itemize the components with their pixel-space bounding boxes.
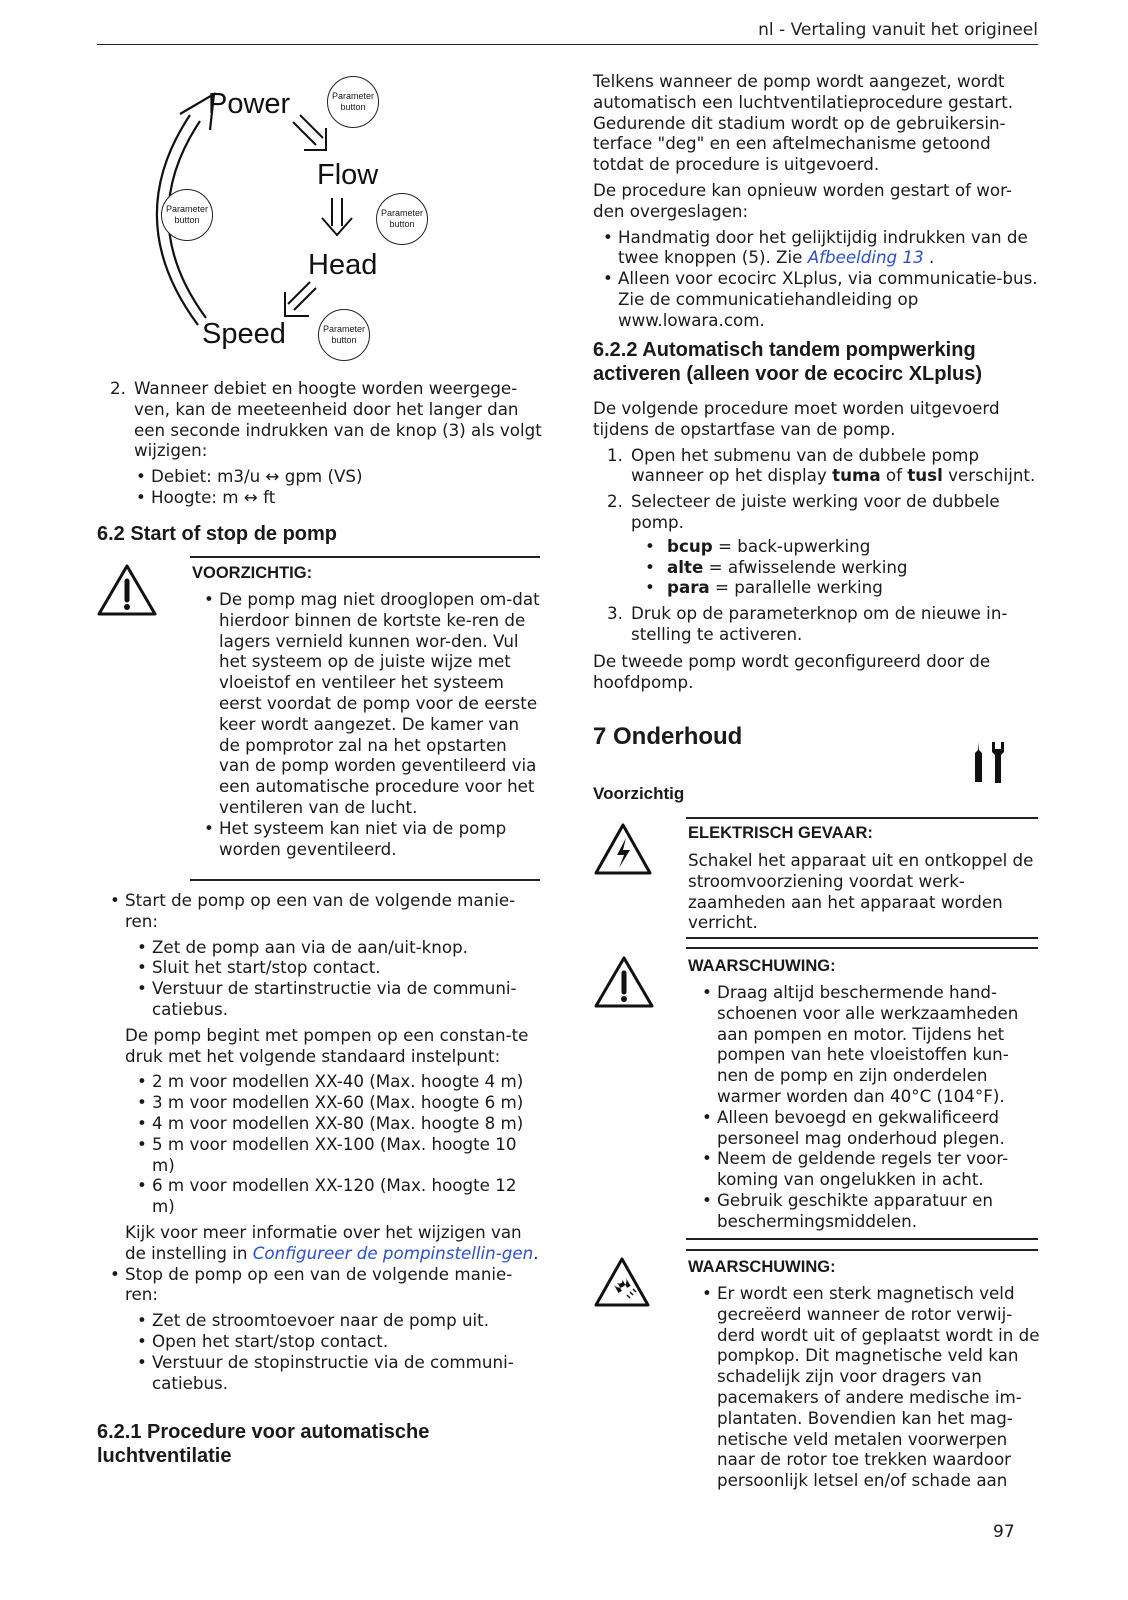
caution-title: VOORZICHTIG: [192,564,313,582]
list-item: • alte = afwisselende werking [643,557,1038,578]
list-item: • Er wordt een sterk magnetisch veld gecreëerd wanneer de rotor verwij-derd wordt uit of geplaatst wordt in de pompkop. Dit magnetische veld kan schadelijk zijn voor dragers van pacemakers of andere medische im-plantaten. Bovendien kan het mag-netische veld metalen voorwerpen naar de rotor toe trekken waardoor persoonlijk letsel en/of schade aan [700,1283,1040,1491]
list-item: • Open het start/stop contact. [135,1331,542,1352]
restart-options [601,227,1038,331]
list-item: • Alleen voor ecocirc XLplus, via communicatie-bus. Zie de communicatiehandleiding op www.lowara.com. [601,268,1038,330]
page-number: 97 [993,1522,1015,1542]
page-header [97,14,1038,45]
list-item: • 5 m voor modellen XX-100 (Max. hoogte 10 m) [135,1134,542,1176]
section-6-2-title: 6.2 Start of stop de pomp [97,523,338,545]
list-item: • Verstuur de startinstructie via de communi-catiebus. [135,978,542,1020]
step-1: 1. Open het submenu van de dubbele pomp wanneer op het display tuma of tusl verschijnt. [607,444,1036,486]
start-intro: Start de pomp op een van de volgende manie-ren: [125,890,516,931]
list-item: • Debiet: m3/u ↔ gpm (VS) [134,466,542,487]
list-item: • 2 m voor modellen XX-40 (Max. hoogte 4 m) [135,1071,542,1092]
warning1-title: WAARSCHUWING: [688,957,836,975]
list-item: • Zet de pomp aan via de aan/uit-knop. [135,937,542,958]
electrical-rule-bottom [686,937,1038,939]
speed-label: Speed [202,318,286,350]
electrical-rule-top [686,817,1038,819]
caution-rule-bottom [190,879,540,881]
section-6-2-2-title: 6.2.2 Automatisch tandem pompwerking activeren (alleen voor de ecocirc XLplus) [593,339,983,385]
list-item: • 3 m voor modellen XX-60 (Max. hoogte 6 m) [135,1092,542,1113]
head-label: Head [308,249,378,281]
info-para: Kijk voor meer informatie over het wijzigen van de instelling in Configureer de pompinstellin-gen. [125,1221,539,1263]
list-item: • 4 m voor modellen XX-80 (Max. hoogte 8 m) [135,1113,542,1134]
start-stop-section [108,890,542,1393]
step-2-text: Wanneer debiet en hoogte worden weergege-ven, kan de meeteenheid door het langer dan een seconde indrukken van de knop (3) als volgt wijzigen: [134,378,542,461]
configure-pump-settings-link[interactable]: Configureer de pompinstellin-gen [252,1242,534,1263]
warning1-rule-bottom [686,1238,1038,1240]
list-item: • Verstuur de stopinstructie via de communi-catiebus. [135,1352,542,1394]
parameter-button-speed: Parameter button [318,309,370,361]
list-item: • Draag altijd beschermende hand-schoenen voor alle werkzaamheden aan pompen en motor. Tijdens het pompen van hete vloeistoffen kun-nen de pomp en zijn onderdelen warmer worden dan 40°C (104°F). [700,982,1040,1107]
list-item: • Gebruik geschikte apparatuur en beschermingsmiddelen. [700,1190,1040,1232]
list-item: • Sluit het start/stop contact. [135,957,542,978]
warning2-rule-top [686,1249,1038,1251]
figure-13-link[interactable]: Afbeelding 13 [807,247,924,268]
step-2: 2. Selecteer de juiste werking voor de dubbele pomp. • bcup = back-upwerking • alte = afwisselende werking • para = parallelle werking [607,491,1038,598]
caution-rule-top [190,556,540,558]
step-2: 2. Wanneer debiet en hoogte worden weergege-ven, kan de meeteenheid door het langer dan een seconde indrukken van de knop (3) als volgt wijzigen: • Debiet: m3/u ↔ gpm (VS) • Hoogte: m ↔ ft [110,378,542,508]
section-7-title: 7 Onderhoud [593,723,743,750]
step-3: 3. Druk op de parameterknop om de nieuwe in-stelling te activeren. [607,603,1008,644]
paragraph: Telkens wanneer de pomp wordt aangezet, wordt automatisch een luchtventilatieprocedure gestart. Gedurende dit stadium wordt op de gebruikersin-terface "deg" en een aftelmechanisme getoond totdat de procedure is uitgevoerd. [593,71,1014,175]
power-label: Power [208,88,291,120]
paragraph: De procedure kan opnieuw worden gestart of wor-den overgeslagen: [593,179,1012,221]
tools-icon [972,740,1006,786]
flow-label: Flow [317,159,379,191]
parameter-diagram [130,70,460,370]
warning1-box [700,982,1040,1232]
section-6-2-1-title: 6.2.1 Procedure voor automatische luchtventilatie [97,1421,430,1467]
paragraph: De volgende procedure moet worden uitgevoerd tijdens de opstartfase van de pomp. [593,398,1000,439]
list-item: • Neem de geldende regels ter voor-koming van ongelukken in acht. [700,1148,1040,1190]
list-item: • 6 m voor modellen XX-120 (Max. hoogte 12 m) [135,1175,542,1217]
warning-triangle-icon [593,955,655,1009]
parameter-button-flow: Parameter button [376,193,428,245]
warning2-box [700,1283,1040,1491]
right-intro [593,71,1038,331]
parameter-button-left: Parameter button [161,189,213,241]
caution-label: Voorzichtig [593,784,685,803]
list-item: • Zet de stroomtoevoer naar de pomp uit. [135,1310,542,1331]
list-item: • bcup = back-upwerking [643,536,1038,557]
list-item: • Alleen bevoegd en gekwalificeerd personeel mag onderhoud plegen. [700,1107,1040,1149]
parameter-button-power: Parameter button [327,76,379,128]
list-item: • Handmatig door het gelijktijdig indrukken van de twee knoppen (5). Zie Afbeelding 13 . [601,227,1038,269]
electrical-title: ELEKTRISCH GEVAAR: [688,824,873,842]
stop-intro: Stop de pomp op een van de volgende manie-ren: [125,1263,513,1305]
warning2-title: WAARSCHUWING: [688,1258,836,1276]
paragraph: De tweede pomp wordt geconfigureerd door de hoofdpomp. [593,650,991,692]
electrical-text: Schakel het apparaat uit en ontkoppel de stroomvoorziening voordat werk-zaamheden aan het apparaat worden verricht. [688,850,1034,933]
tandem-procedure [593,398,1038,692]
list-item: • Hoogte: m ↔ ft [134,487,542,508]
header-text: nl - Vertaling vanuit het origineel [758,20,1038,40]
list-item: • Het systeem kan niet via de pomp worden geventileerd. [202,818,542,860]
caution-box [202,589,542,859]
magnetic-field-icon [593,1256,651,1308]
start-para: De pomp begint met pompen op een constan-te druk met het volgende standaard instelpunt: [125,1024,529,1066]
warning-triangle-icon [96,563,158,617]
warning1-rule-top [686,947,1038,949]
electrical-hazard-icon [593,822,653,876]
list-item: • De pomp mag niet drooglopen om-dat hierdoor binnen de kortste ke-ren de lagers vernield kunnen wor-den. Vul het systeem op de juiste wijze met vloeistof en ventileer het systeem eerst voordat de pomp voor de eerste keer wordt aangezet. De kamer van de pomprotor zal na het opstarten van de pomp worden geventileerd via een automatische procedure voor het ventileren van de lucht. [202,589,542,818]
list-item: • para = parallelle werking [643,577,1038,598]
unit-list [134,466,542,508]
